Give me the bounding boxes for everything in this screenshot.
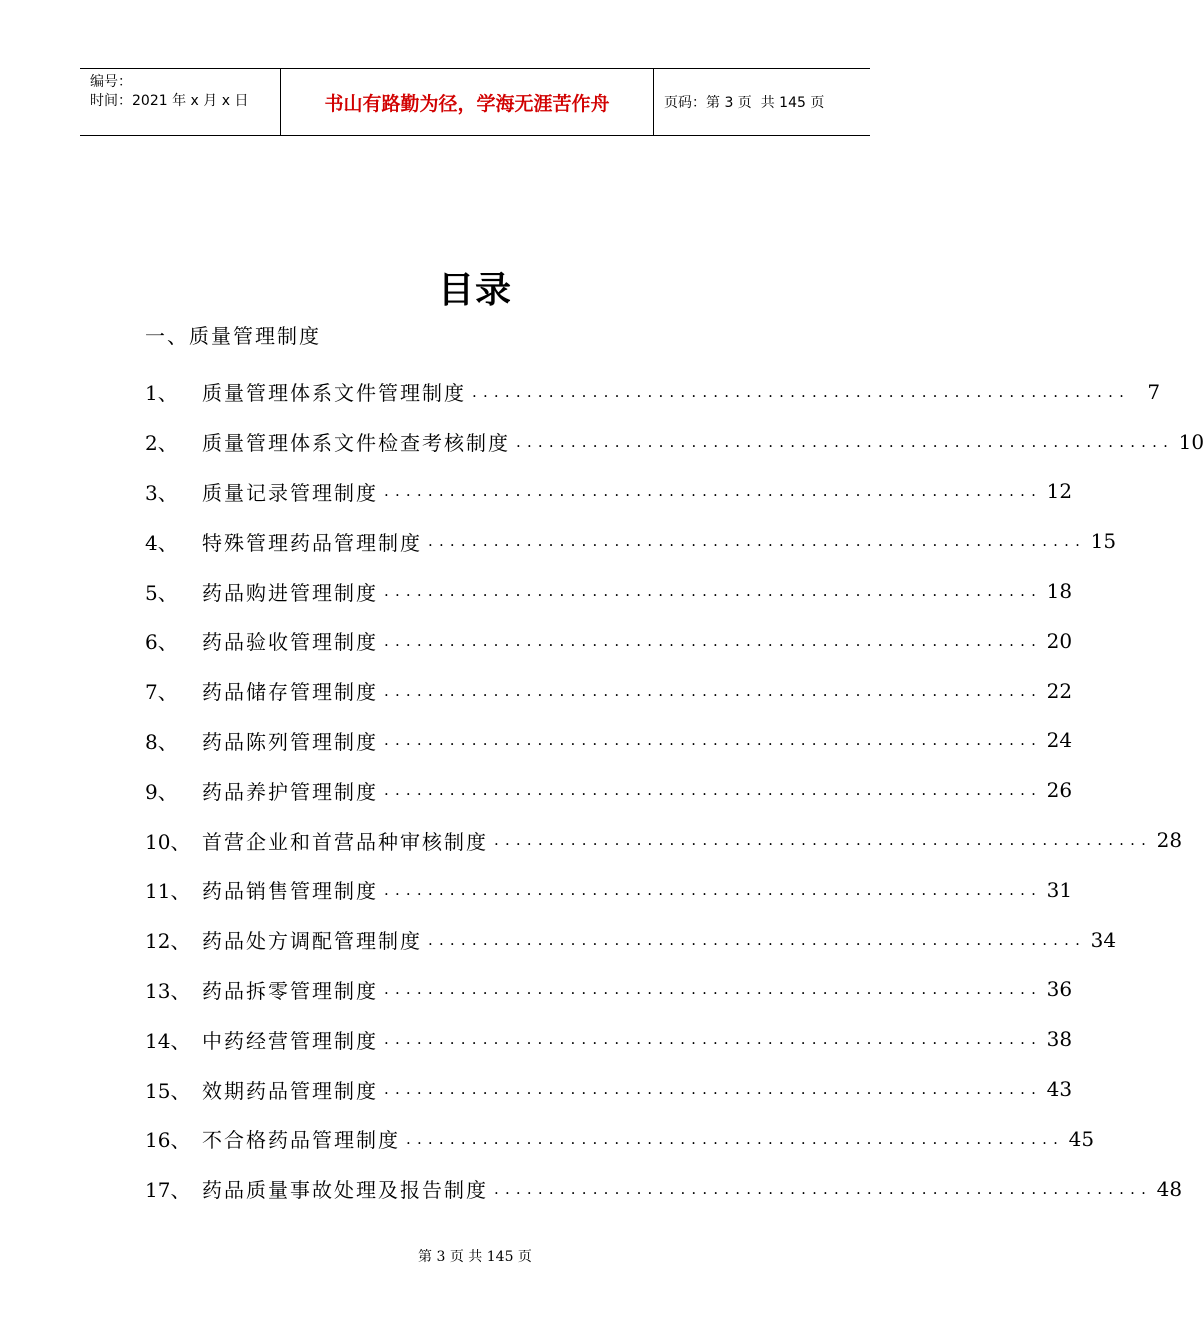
header-number-label: 编号： bbox=[90, 74, 132, 90]
toc-dot-leader: ............................................................ bbox=[384, 781, 1043, 800]
toc-dot-leader: ............................................................ bbox=[384, 1080, 1043, 1099]
toc-entry-page: 34 bbox=[1090, 927, 1117, 952]
toc-dot-leader: ............................................................ bbox=[428, 532, 1087, 551]
toc-dot-leader: ............................................................ bbox=[384, 980, 1043, 999]
toc-entry-title: 效期药品管理制度 bbox=[202, 1078, 378, 1103]
toc-entry-page: 20 bbox=[1046, 628, 1073, 653]
toc-dot-leader: ............................................................ bbox=[384, 1030, 1043, 1049]
toc-entry-page: 15 bbox=[1090, 529, 1117, 554]
page-header bbox=[80, 68, 870, 136]
toc-entry[interactable] bbox=[145, 367, 1161, 417]
toc-dot-leader: ............................................................ bbox=[384, 631, 1043, 650]
toc-entry-title: 质量管理体系文件检查考核制度 bbox=[202, 431, 510, 456]
toc-entry[interactable] bbox=[145, 616, 1073, 666]
toc-entry-title: 不合格药品管理制度 bbox=[202, 1128, 400, 1153]
toc-entry[interactable] bbox=[145, 716, 1073, 766]
toc-entry-page: 12 bbox=[1046, 479, 1073, 504]
toc-dot-leader: ............................................................ bbox=[494, 831, 1153, 850]
toc-entry-number: 11、 bbox=[145, 879, 191, 904]
toc-entry-title: 首营企业和首营品种审核制度 bbox=[202, 829, 488, 854]
header-page-info: 页码：第 3 页 共 145 页 bbox=[664, 95, 825, 111]
toc-dot-leader: ............................................................ bbox=[406, 1129, 1065, 1148]
toc-entry-page: 18 bbox=[1046, 579, 1073, 604]
toc-entry-number: 1、 bbox=[145, 381, 178, 406]
toc-entry-number: 3、 bbox=[145, 480, 178, 505]
toc-entry-page: 43 bbox=[1046, 1077, 1073, 1102]
toc-entry-title: 药品拆零管理制度 bbox=[202, 978, 378, 1003]
toc-entry-title: 质量记录管理制度 bbox=[202, 480, 378, 505]
toc-dot-leader: ............................................................ bbox=[384, 880, 1043, 899]
section-heading: 一、质量管理制度 bbox=[145, 324, 321, 348]
page-footer: 第 3 页 共 145 页 bbox=[418, 1249, 532, 1265]
toc-entry-title: 药品销售管理制度 bbox=[202, 879, 378, 904]
toc-entry-title: 药品陈列管理制度 bbox=[202, 729, 378, 754]
toc-entry[interactable] bbox=[145, 1164, 1183, 1214]
toc-entry-page: 48 bbox=[1156, 1176, 1183, 1201]
toc-entry-page: 38 bbox=[1046, 1027, 1073, 1052]
toc-entry[interactable] bbox=[145, 915, 1117, 965]
toc-entry-page: 28 bbox=[1156, 828, 1183, 853]
toc-entry[interactable] bbox=[145, 1064, 1073, 1114]
header-meta bbox=[80, 69, 281, 135]
toc-entry[interactable] bbox=[145, 566, 1073, 616]
toc-dot-leader: ............................................................ bbox=[472, 382, 1131, 401]
table-of-contents bbox=[145, 367, 1204, 1214]
toc-entry-page: 31 bbox=[1046, 877, 1073, 902]
toc-entry-page: 10 bbox=[1178, 429, 1204, 454]
toc-entry-page: 22 bbox=[1046, 678, 1073, 703]
toc-entry-number: 2、 bbox=[145, 431, 178, 456]
toc-entry-page: 45 bbox=[1068, 1126, 1095, 1151]
toc-entry-number: 6、 bbox=[145, 630, 178, 655]
toc-entry-title: 药品处方调配管理制度 bbox=[202, 929, 422, 954]
toc-entry-title: 特殊管理药品管理制度 bbox=[202, 530, 422, 555]
toc-dot-leader: ............................................................ bbox=[384, 482, 1043, 501]
toc-entry[interactable] bbox=[145, 417, 1204, 467]
toc-entry[interactable] bbox=[145, 965, 1073, 1015]
toc-dot-leader: ............................................................ bbox=[384, 681, 1043, 700]
toc-entry-title: 质量管理体系文件管理制度 bbox=[202, 381, 466, 406]
toc-entry[interactable] bbox=[145, 1014, 1073, 1064]
toc-entry-title: 药品储存管理制度 bbox=[202, 680, 378, 705]
toc-entry-number: 4、 bbox=[145, 530, 178, 555]
toc-entry[interactable] bbox=[145, 1114, 1095, 1164]
header-date: 时间：2021 年 x 月 x 日 bbox=[90, 93, 249, 109]
toc-entry-number: 13、 bbox=[145, 978, 191, 1003]
toc-entry-number: 7、 bbox=[145, 680, 178, 705]
toc-entry-title: 药品购进管理制度 bbox=[202, 580, 378, 605]
toc-entry-number: 16、 bbox=[145, 1128, 191, 1153]
toc-entry-number: 5、 bbox=[145, 580, 178, 605]
toc-entry-number: 12、 bbox=[145, 929, 191, 954]
page-title: 目录 bbox=[437, 270, 512, 311]
toc-dot-leader: ............................................................ bbox=[384, 731, 1043, 750]
toc-entry-number: 14、 bbox=[145, 1028, 191, 1053]
toc-entry-number: 9、 bbox=[145, 779, 178, 804]
toc-entry-title: 药品验收管理制度 bbox=[202, 630, 378, 655]
toc-entry[interactable] bbox=[145, 815, 1183, 865]
toc-entry-page: 7 bbox=[1147, 379, 1161, 404]
toc-entry-number: 17、 bbox=[145, 1178, 191, 1203]
toc-entry-page: 24 bbox=[1046, 728, 1073, 753]
toc-entry-page: 36 bbox=[1046, 977, 1073, 1002]
toc-entry[interactable] bbox=[145, 666, 1073, 716]
toc-dot-leader: ............................................................ bbox=[516, 432, 1175, 451]
toc-entry-number: 15、 bbox=[145, 1078, 191, 1103]
toc-entry-number: 8、 bbox=[145, 729, 178, 754]
toc-entry-number: 10、 bbox=[145, 829, 191, 854]
toc-dot-leader: ............................................................ bbox=[494, 1179, 1153, 1198]
toc-entry-title: 中药经营管理制度 bbox=[202, 1028, 378, 1053]
toc-entry[interactable] bbox=[145, 467, 1073, 517]
toc-dot-leader: ............................................................ bbox=[384, 582, 1043, 601]
toc-entry[interactable] bbox=[145, 516, 1117, 566]
toc-entry[interactable] bbox=[145, 765, 1073, 815]
header-motto: 书山有路勤为径，学海无涯苦作舟 bbox=[281, 69, 654, 135]
toc-entry-page: 26 bbox=[1046, 778, 1073, 803]
toc-entry[interactable] bbox=[145, 865, 1073, 915]
toc-entry-title: 药品质量事故处理及报告制度 bbox=[202, 1178, 488, 1203]
toc-dot-leader: ............................................................ bbox=[428, 930, 1087, 949]
toc-entry-title: 药品养护管理制度 bbox=[202, 779, 378, 804]
